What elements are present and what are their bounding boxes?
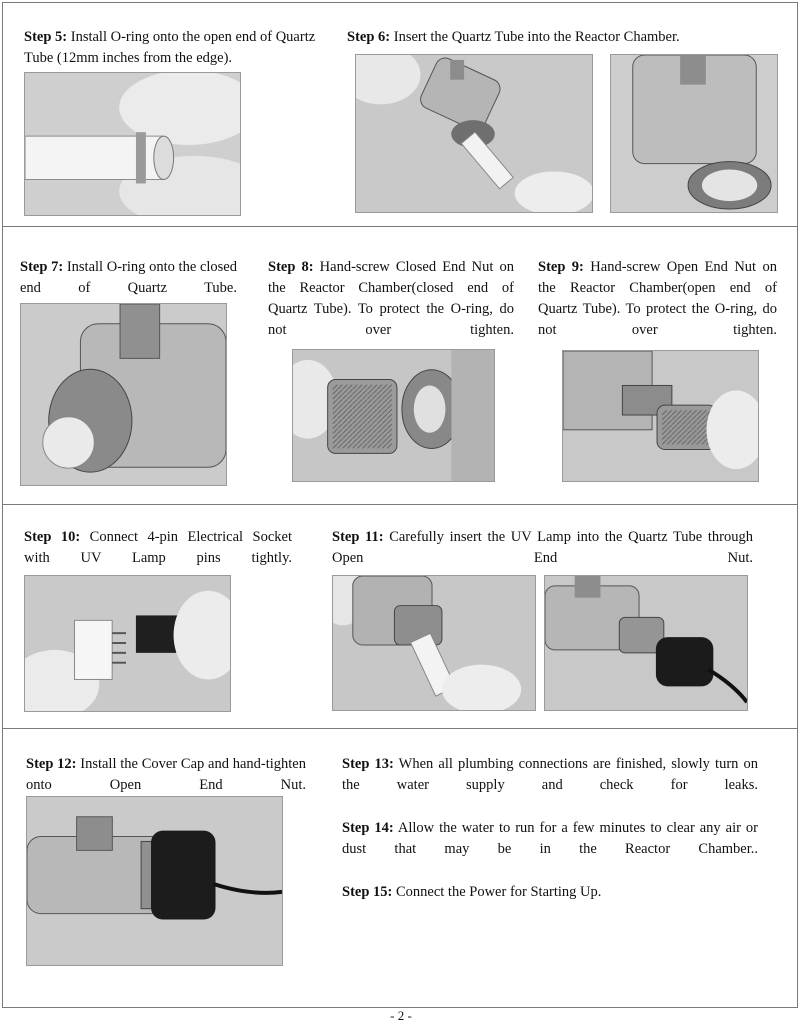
- step-11-text: Step 11: Carefully insert the UV Lamp into the Quartz Tube through Open End Nut.: [332, 529, 753, 566]
- photo-step-7: [20, 303, 227, 486]
- step-14-text: Step 14: Allow the water to run for a few minutes to clear any air or dust that may be in the Reactor Chamber..: [342, 820, 758, 857]
- step-12-text: Step 12: Install the Cover Cap and hand-tighten onto Open End Nut.: [26, 756, 306, 793]
- step-6-text: Step 6: Insert the Quartz Tube into the Reactor Chamber.: [347, 29, 680, 45]
- step-8-text: Step 8: Hand-screw Closed End Nut on the Reactor Chamber(closed end of Quartz Tube). To protect the O-ring, do not over tighten.: [268, 259, 514, 338]
- section-divider: [2, 504, 798, 505]
- step-5-text: Step 5: Install O-ring onto the open end of Quartz Tube (12mm inches from the edge).: [24, 29, 316, 66]
- photo-step-9: [562, 350, 759, 482]
- section-divider: [2, 226, 798, 227]
- photo-step-8: [292, 349, 495, 482]
- page-number: - 2 -: [390, 1008, 412, 1023]
- step-15-text: Step 15: Connect the Power for Starting Up.: [342, 884, 602, 900]
- photo-step-10: [24, 575, 231, 712]
- step-13-text: Step 13: When all plumbing connections are finished, slowly turn on the water supply and check for leaks.: [342, 756, 758, 793]
- photo-step-12: [26, 796, 283, 966]
- photo-step-6b: [610, 54, 778, 213]
- photo-step-11b: [544, 575, 748, 711]
- step-10-text: Step 10: Connect 4-pin Electrical Socket with UV Lamp pins tightly.: [24, 529, 292, 566]
- photo-step-6a: [355, 54, 593, 213]
- step-9-text: Step 9: Hand-screw Open End Nut on the Reactor Chamber(open end of Quartz Tube). To protect the O-ring, do not over tighten.: [538, 259, 777, 338]
- section-divider: [2, 728, 798, 729]
- photo-step-11a: [332, 575, 536, 711]
- photo-step-5: [24, 72, 241, 216]
- step-7-text: Step 7: Install O-ring onto the closed end of Quartz Tube.: [20, 259, 237, 296]
